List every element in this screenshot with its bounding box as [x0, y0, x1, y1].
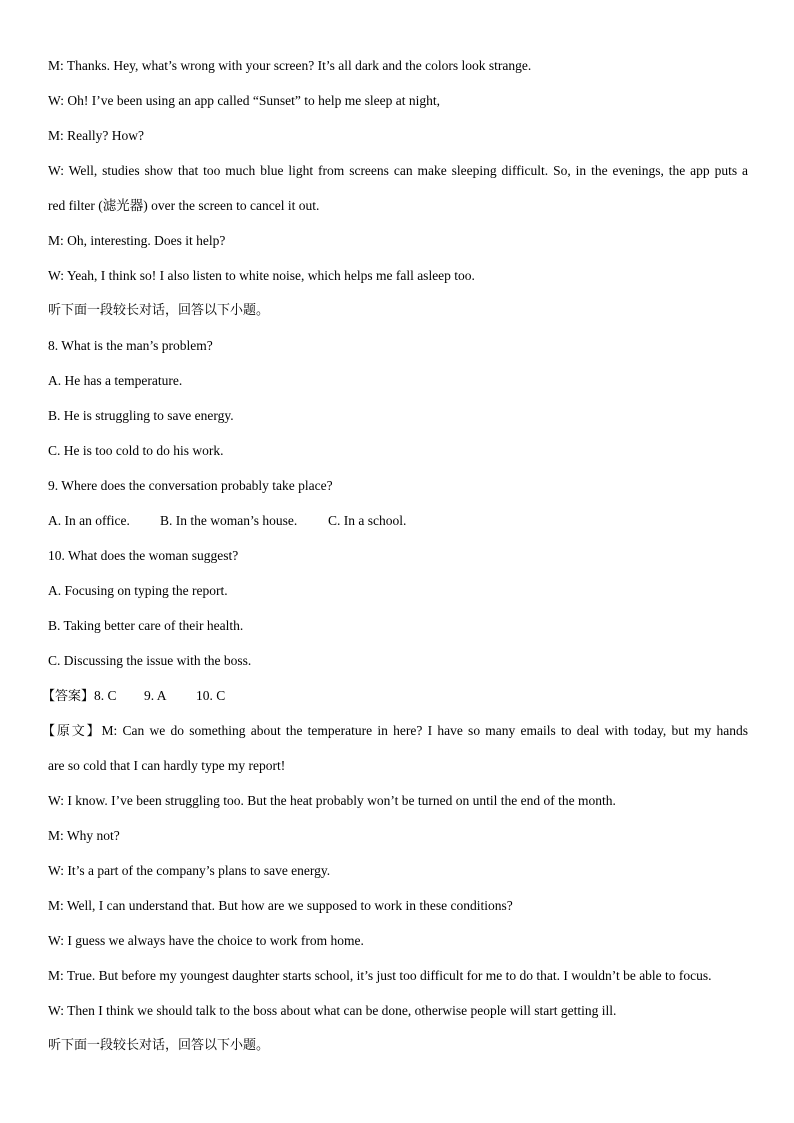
- transcript-first-line: [42, 713, 748, 748]
- section-heading: 听下面一段较长对话，回答以下小题。: [48, 303, 270, 318]
- dialogue-line: M: Oh, interesting. Does it help?: [48, 233, 226, 248]
- question-stem-9: 9. Where does the conversation probably take place?: [48, 478, 333, 493]
- transcript-line: are so cold that I can hardly type my report!: [48, 758, 286, 773]
- dialogue-line: W: Yeah, I think so! I also listen to white noise, which helps me fall asleep too.: [48, 268, 475, 283]
- question-9-option-a: A. In an office.: [48, 513, 130, 528]
- question-9-option-b: B. In the woman’s house.: [160, 513, 298, 528]
- question-8-option-a: A. He has a temperature.: [48, 373, 183, 388]
- transcript-line: W: I know. I’ve been struggling too. But the heat probably won’t be turned on until the end of the month.: [48, 793, 616, 808]
- transcript-line: W: Then I think we should talk to the boss about what can be done, otherwise people will start getting ill.: [48, 1003, 617, 1018]
- dialogue-line: red filter (滤光器) over the screen to cancel it out.: [48, 198, 320, 213]
- question-8-option-b: B. He is struggling to save energy.: [48, 408, 234, 423]
- answer-line: [42, 678, 748, 713]
- transcript-text: M: Can we do something about the temperature in here? I have so many emails to deal with today, but my hands: [101, 723, 748, 738]
- transcript-tag: 【原文】: [42, 724, 102, 739]
- question-10-option-a: A. Focusing on typing the report.: [48, 583, 228, 598]
- section-heading: 听下面一段较长对话，回答以下小题。: [48, 1038, 270, 1053]
- transcript-line: W: I guess we always have the choice to work from home.: [48, 933, 364, 948]
- question-10-option-c: C. Discussing the issue with the boss.: [48, 653, 252, 668]
- dialogue-line: W: Well, studies show that too much blue light from screens can make sleeping difficult. So, in the evenings, the app puts a: [48, 163, 748, 178]
- dialogue-line: M: Thanks. Hey, what’s wrong with your screen? It’s all dark and the colors look strange.: [48, 58, 532, 73]
- question-10-option-b: B. Taking better care of their health.: [48, 618, 244, 633]
- answer-item: 10. C: [196, 688, 226, 703]
- transcript-line: M: True. But before my youngest daughter starts school, it’s just too difficult for me to do that. I wouldn’t be able to focus.: [48, 968, 712, 983]
- question-9-option-c: C. In a school.: [328, 513, 407, 528]
- answer-tag: 【答案】: [42, 689, 95, 704]
- transcript-line: M: Well, I can understand that. But how are we supposed to work in these conditions?: [48, 898, 513, 913]
- question-stem-8: 8. What is the man’s problem?: [48, 338, 213, 353]
- answer-item: 9. A: [144, 688, 167, 703]
- document-page: [42, 48, 748, 1063]
- dialogue-line: M: Really? How?: [48, 128, 144, 143]
- answer-item: 8. C: [94, 688, 117, 703]
- question-8-option-c: C. He is too cold to do his work.: [48, 443, 224, 458]
- question-9-options: [48, 503, 748, 538]
- question-stem-10: 10. What does the woman suggest?: [48, 548, 239, 563]
- transcript-line: M: Why not?: [48, 828, 120, 843]
- dialogue-line: W: Oh! I’ve been using an app called “Sunset” to help me sleep at night,: [48, 93, 441, 108]
- transcript-line: W: It’s a part of the company’s plans to save energy.: [48, 863, 331, 878]
